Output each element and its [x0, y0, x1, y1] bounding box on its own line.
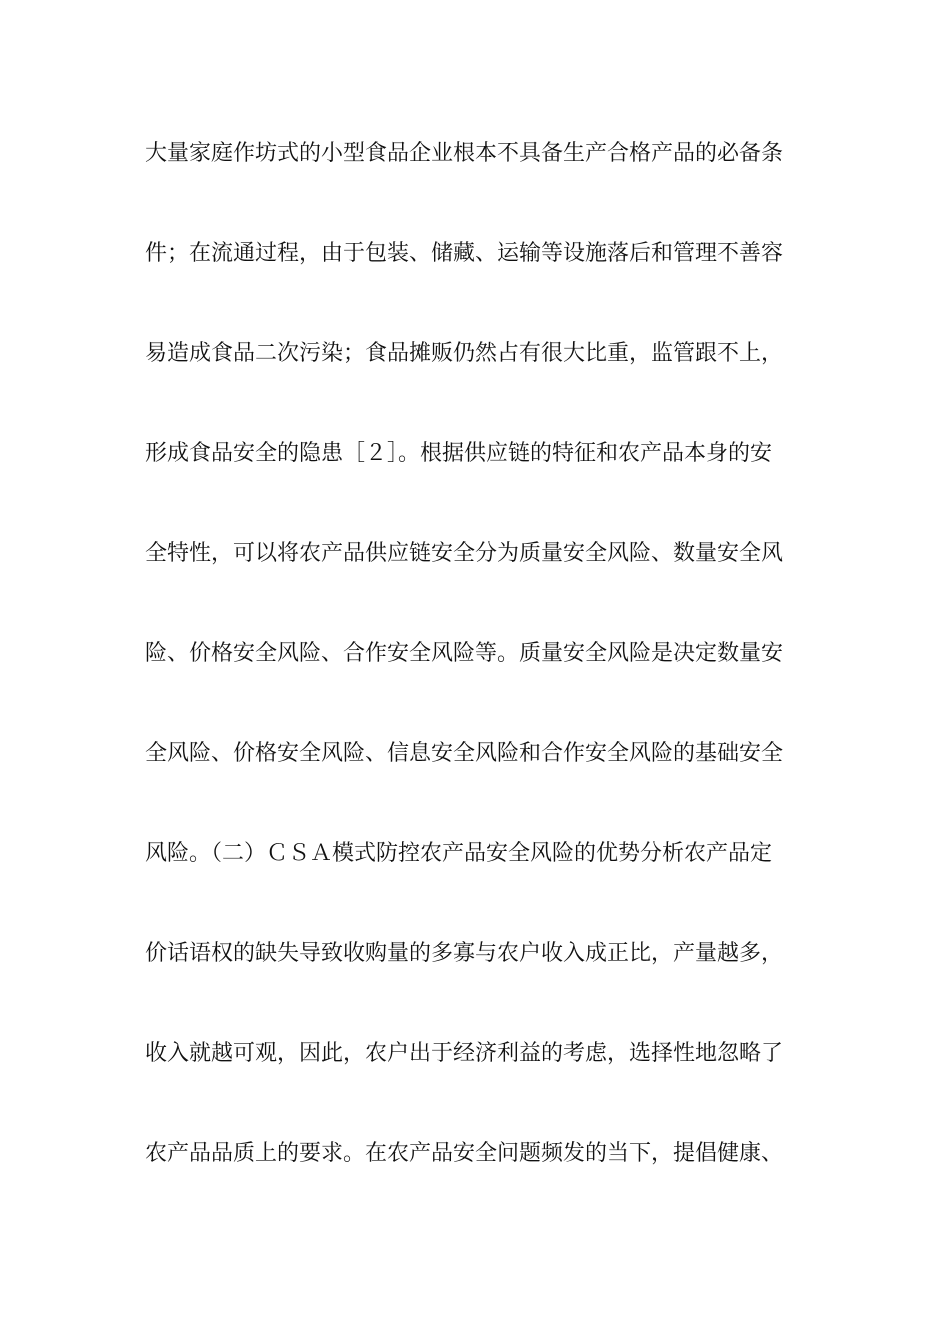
- text-line-1: 大量家庭作坊式的小型食品企业根本不具备生产合格产品的必备条: [145, 141, 784, 166]
- text-line-8: 风险。（二）ＣＳＡ模式防控农产品安全风险的优势分析农产品定: [145, 841, 773, 866]
- text-line-10: 收入就越可观，因此，农户出于经济利益的考虑，选择性地忽略了: [145, 1041, 784, 1066]
- text-line-11: 农产品品质上的要求。在农产品安全问题频发的当下，提倡健康、: [145, 1141, 784, 1166]
- text-line-2: 件；在流通过程，由于包装、储藏、运输等设施落后和管理不善容: [145, 241, 784, 266]
- text-line-7: 全风险、价格安全风险、信息安全风险和合作安全风险的基础安全: [145, 741, 784, 766]
- body-text: [145, 126, 815, 1226]
- text-line-3: 易造成食品二次污染；食品摊贩仍然占有很大比重，监管跟不上，: [145, 341, 784, 366]
- text-line-6: 险、价格安全风险、合作安全风险等。质量安全风险是决定数量安: [145, 641, 784, 666]
- text-line-9: 价话语权的缺失导致收购量的多寡与农户收入成正比，产量越多，: [145, 941, 784, 966]
- text-line-5: 全特性，可以将农产品供应链安全分为质量安全风险、数量安全风: [145, 541, 784, 566]
- text-line-4: 形成食品安全的隐患［２］。根据供应链的特征和农产品本身的安: [145, 441, 773, 466]
